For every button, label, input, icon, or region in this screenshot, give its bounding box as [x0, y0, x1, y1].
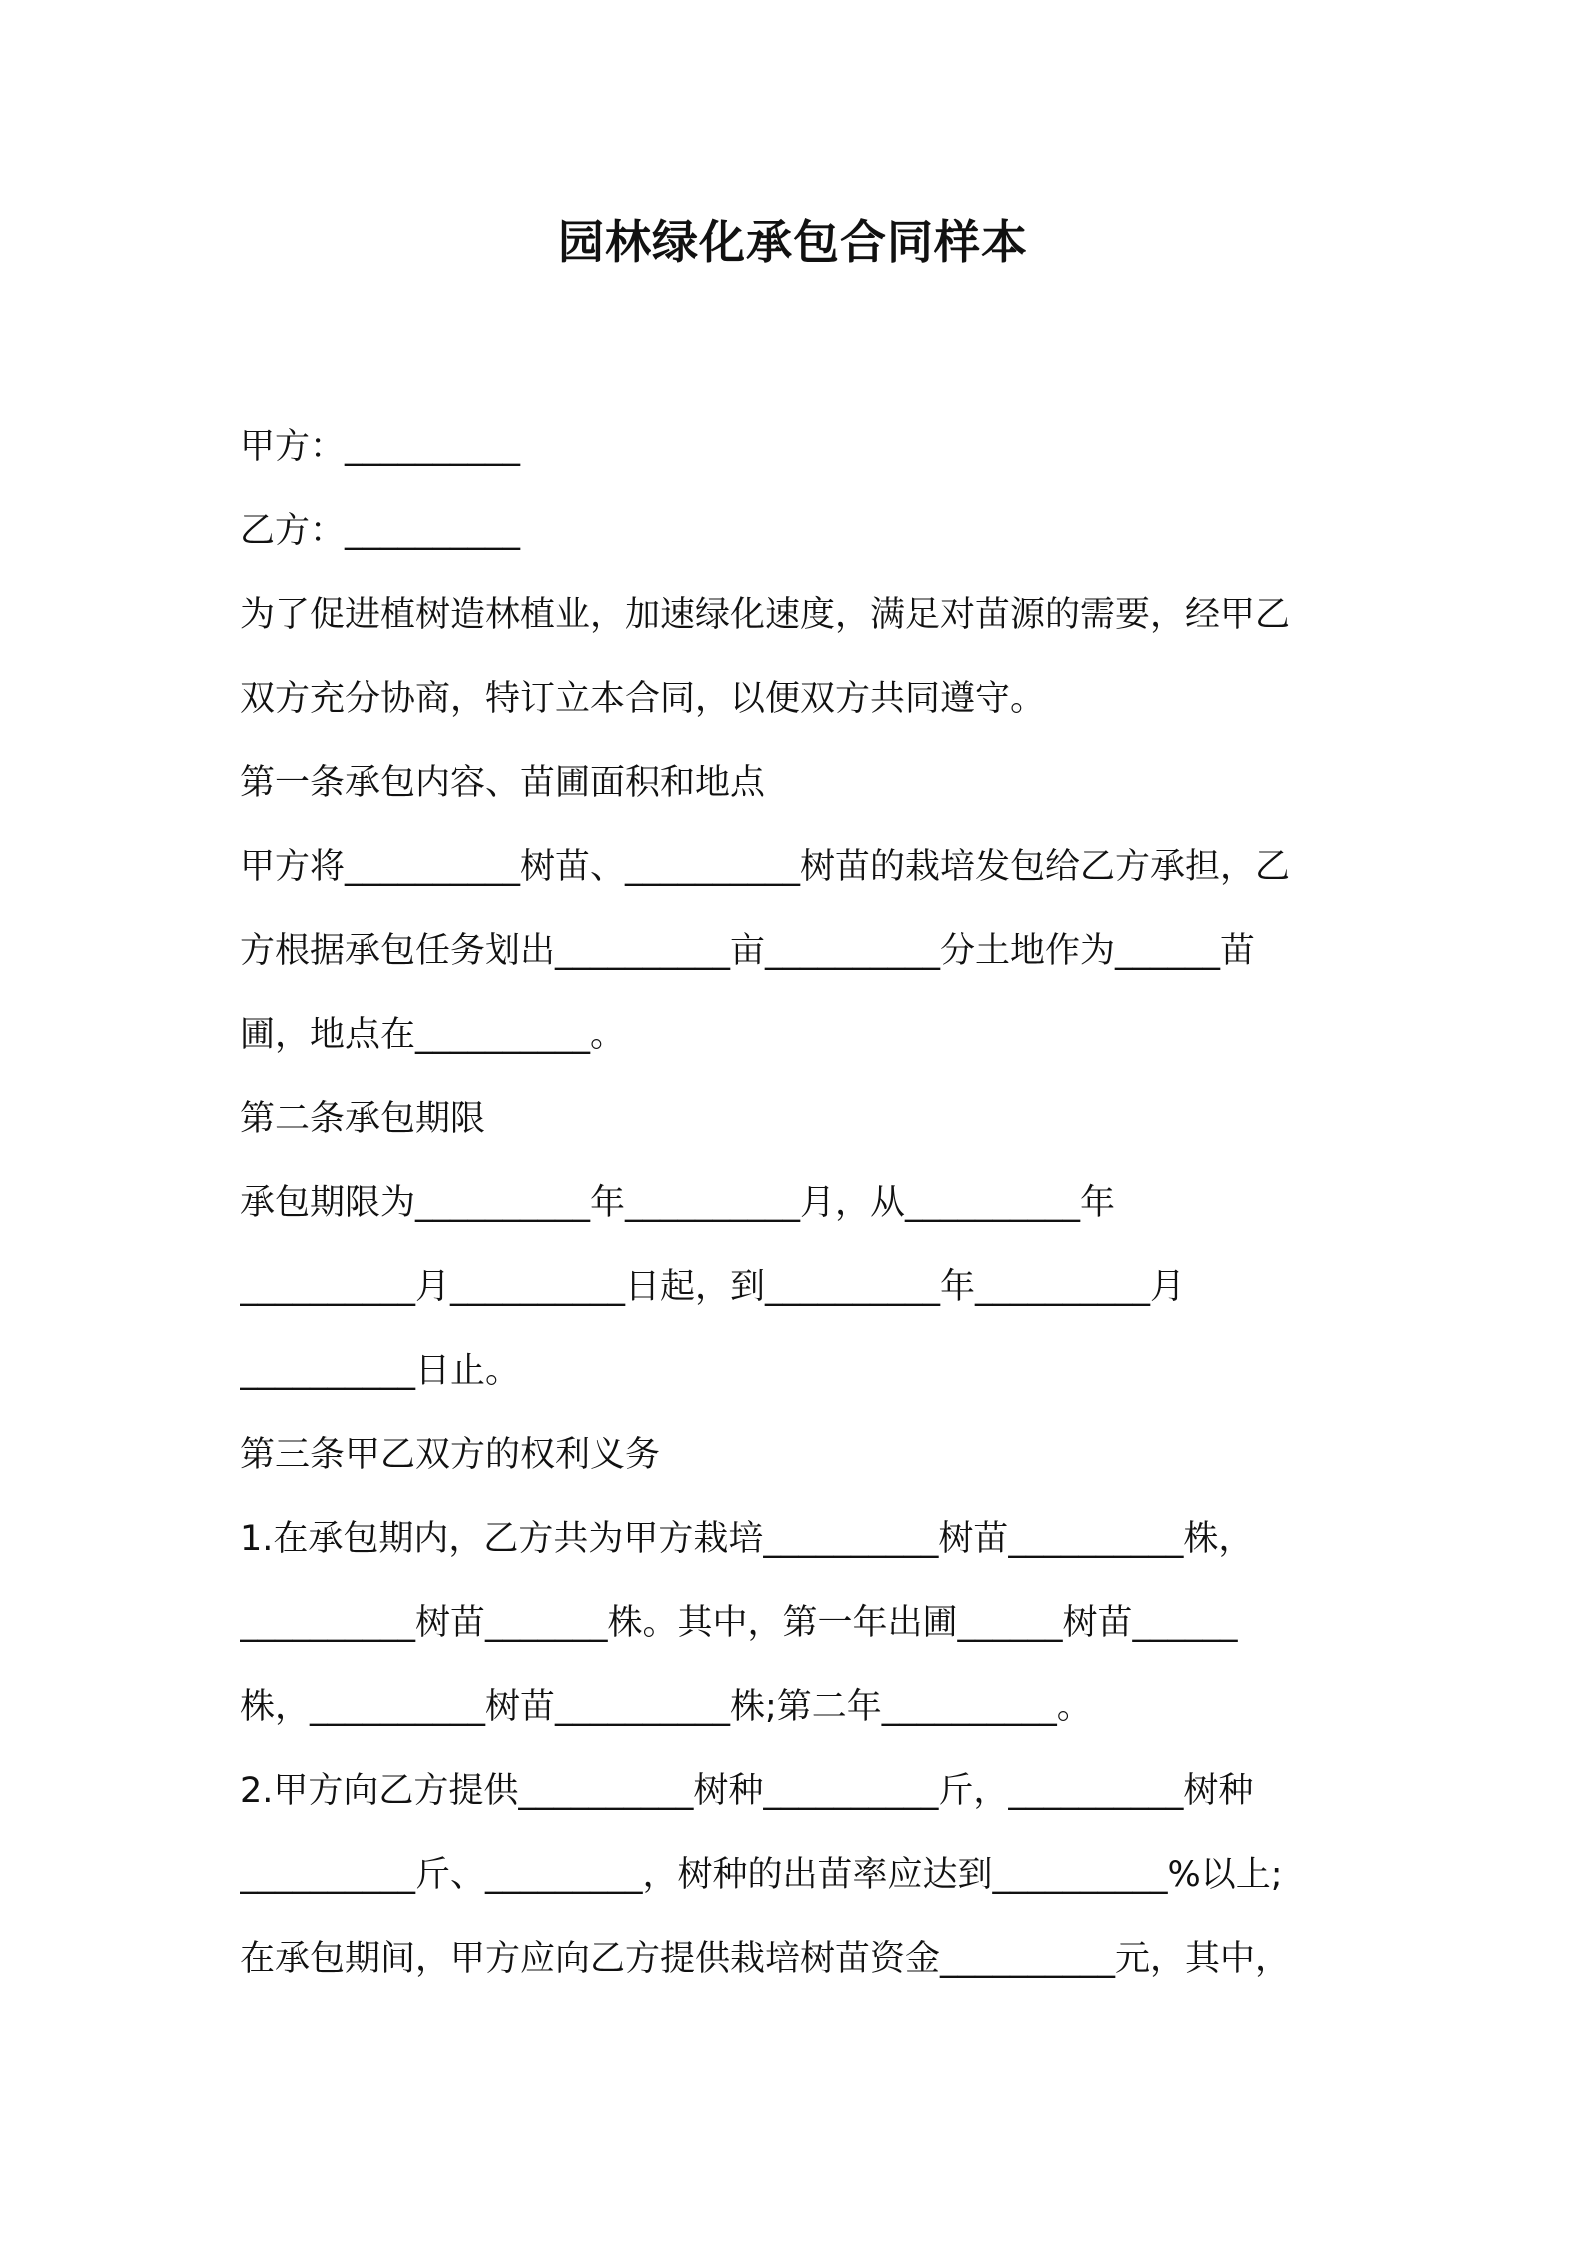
clause-3-line: 1.在承包期内，乙方共为甲方栽培__________树苗__________株，: [240, 1519, 1254, 1559]
clause-2-line: __________月__________日起，到__________年__________月: [240, 1267, 1186, 1307]
clause-3-line: 2.甲方向乙方提供__________树种__________斤，__________树种: [240, 1771, 1254, 1811]
preamble-line: 为了促进植树造林植业，加速绿化速度，满足对苗源的需要，经甲乙: [240, 595, 1291, 635]
clause-3-line: __________树苗_______株。其中，第一年出圃______树苗______: [240, 1603, 1238, 1643]
clause-heading-2: 第二条承包期限: [240, 1099, 486, 1139]
clause-1-line: 圃，地点在__________。: [240, 1015, 626, 1055]
party-b-line: 乙方：__________: [240, 511, 521, 551]
clause-heading-3: 第三条甲乙双方的权利义务: [240, 1435, 661, 1475]
clause-2-line: __________日止。: [240, 1351, 521, 1391]
clause-3-line: 株，__________树苗__________株;第二年__________。: [240, 1687, 1092, 1727]
clause-1-line: 甲方将__________树苗、__________树苗的栽培发包给乙方承担，乙: [240, 847, 1291, 887]
clause-3-line: 在承包期间，甲方应向乙方提供栽培树苗资金__________元，其中，: [240, 1939, 1291, 1979]
party-a-line: 甲方：__________: [240, 427, 521, 467]
document-title: 园林绿化承包合同样本: [558, 215, 1028, 269]
clause-2-line: 承包期限为__________年__________月，从__________年: [240, 1183, 1116, 1223]
clause-3-line: __________斤、_________，树种的出苗率应达到__________%以上;: [240, 1855, 1283, 1895]
preamble-line: 双方充分协商，特订立本合同，以便双方共同遵守。: [240, 679, 1046, 719]
document-body: [240, 405, 1360, 2001]
clause-heading-1: 第一条承包内容、苗圃面积和地点: [240, 763, 766, 803]
clause-1-line: 方根据承包任务划出__________亩__________分土地作为______苗: [240, 931, 1256, 971]
